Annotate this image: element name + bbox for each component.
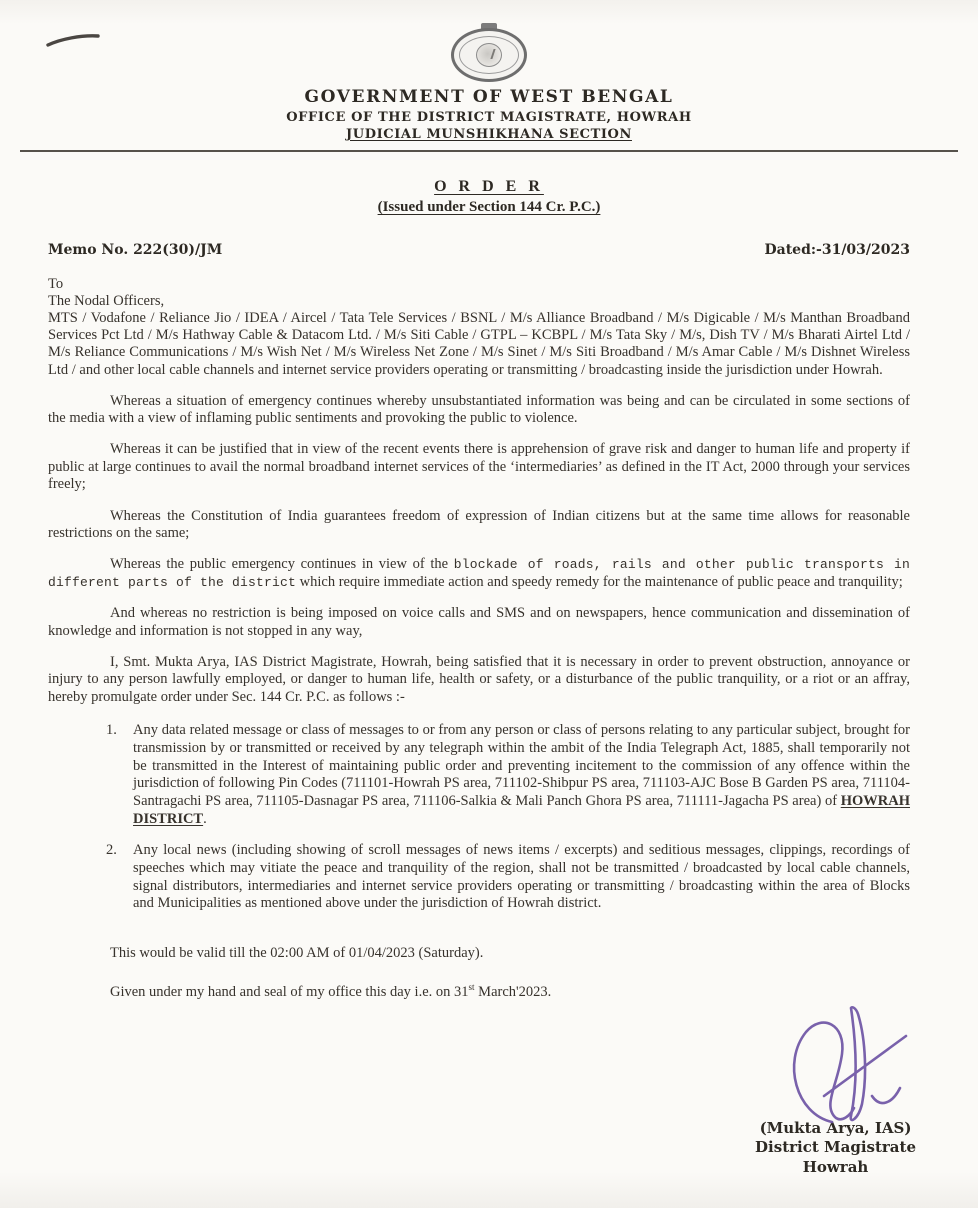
recipient: The Nodal Officers, xyxy=(48,293,165,310)
memo-row xyxy=(48,242,910,258)
memo-date: Dated:-31/03/2023 xyxy=(764,242,910,258)
directive-item-2 xyxy=(106,842,910,913)
directive-text: Any local news (including showing of scroll messages of news items / excerpts) and seditious messages, clippings, recordings of speeches which may vitiate the peace and tranquility of the region, shall not be transmitted / broadcasted by local cable channels, signal distributors, intermediaries and internet service providers operating or transmitting / broadcasting within the area of Blocks and Municipalities as mentioned above under the jurisdiction of Howrah district. xyxy=(133,842,910,912)
signatory-designation: District Magistrate xyxy=(755,1138,916,1157)
directive-item-1 xyxy=(106,722,910,828)
validity-line: This would be valid till the 02:00 AM of 01/04/2023 (Saturday). xyxy=(110,945,484,961)
directive-number: 2. xyxy=(106,842,117,859)
recital-paragraph-3: Whereas the Constitution of India guarantees freedom of expression of Indian citizens but at the same time allows for reasonable restrictions on the same; xyxy=(48,507,910,541)
addressee-block xyxy=(48,276,910,379)
signature-block xyxy=(755,1119,916,1178)
government-name: GOVERNMENT OF WEST BENGAL xyxy=(304,87,674,107)
operator-list: MTS / Vodafone / Reliance Jio / IDEA / Aircel / Tata Tele Services / BSNL / M/s Alliance Broadband / M/s Digicable / M/s Manthan Broadband Services Pct Ltd / M/s Hathway Cable & Datacom Ltd. / M/s Siti Cable / GTPL – KCBPL / M/s Tata Sky / M/s, Dish TV / M/s Bharati Airtel Ltd / M/s Reliance Communications / M/s Wish Net / M/s Wireless Net Zone / M/s Sinet / M/s Siti Broadband / M/s Amar Cable / M/s Dishnet Wireless Ltd / and other local cable channels and internet service providers operating or transmitting / broadcasting inside the jurisdiction under Howrah. xyxy=(48,310,910,378)
attestation-line: Given under my hand and seal of my office this day i.e. on 31st March'2023. xyxy=(110,982,552,1000)
office-name: OFFICE OF THE DISTRICT MAGISTRATE, HOWRAH xyxy=(286,110,692,125)
state-emblem-seal-icon xyxy=(449,26,529,84)
recital-paragraph-1: Whereas a situation of emergency continues whereby unsubstantiated information was being and can be circulated in some sections of the media with a view of inflaming public sentiments and provoking the public to violence. xyxy=(48,392,910,427)
recital-paragraph-2: Whereas it can be justified that in view of the recent events there is apprehension of grave risk and danger to human life and property if public at large continues to avail the normal broadband internet services of the ‘intermediaries’ as defined in the IT Act, 2000 through your services freely; xyxy=(48,441,910,493)
pen-stroke-mark-icon xyxy=(45,30,103,50)
district-emphasis: HOWRAH DISTRICT xyxy=(133,792,910,827)
salutation: To xyxy=(48,276,64,292)
recital-4-lead: Whereas the public emergency continues in view of the xyxy=(110,556,454,573)
order-subtitle: (Issued under Section 144 Cr. P.C.) xyxy=(377,199,601,215)
memo-number: Memo No. 222(30)/JM xyxy=(48,242,223,258)
directive-text: Any data related message or class of messages to or from any person or class of persons relating to any particular subject, brought for transmission by or transmitted or received by any telegraph within the ambit of the India Telegraph Act, 1885, shall temporarily not be transmitted in the Interest of maintaining public order and preventing incitement to the commission of any offence within the jurisdiction of following Pin Codes (711101-Howrah PS area, 711102-Shibpur PS area, 711103-AJC Bose B Garden PS area, 711104-Santragachi PS area, 711105-Dasnagar PS area, 711106-Salkia & Mali Panch Ghora PS area, 711111-Jagacha PS area) of HOWRAH DISTRICT. xyxy=(133,722,910,827)
signatory-name: (Mukta Arya, IAS) xyxy=(759,1118,912,1137)
recital-4-typewriter-segment: blockade of roads, rails and other public transports in different parts of the district xyxy=(48,557,911,590)
recital-paragraph-4 xyxy=(48,556,910,591)
directive-number: 1. xyxy=(106,722,117,739)
signatory-station: Howrah xyxy=(802,1158,869,1177)
directives-list xyxy=(106,722,910,913)
order-title: O R D E R xyxy=(434,178,544,195)
recital-paragraph-5: And whereas no restriction is being imposed on voice calls and SMS and on newspapers, hence communication and dissemination of knowledge and information is not stopped in any way, xyxy=(48,605,910,639)
promulgation-paragraph: I, Smt. Mukta Arya, IAS District Magistrate, Howrah, being satisfied that it is necessary in order to prevent obstruction, annoyance or injury to any person lawfully employed, or danger to human life, health or safety, or a disturbance of the public tranquility, or a riot or an affray, hereby promulgate order under Sec. 144 Cr. P.C. as follows :- xyxy=(48,653,910,705)
handwritten-signature-icon xyxy=(754,1000,922,1132)
ordinal-suffix: st xyxy=(468,982,475,992)
letterhead-divider xyxy=(20,150,958,152)
letterhead xyxy=(0,0,978,142)
recital-4-tail: which require immediate action and speedy remedy for the maintenance of public peace and tranquility; xyxy=(296,573,903,590)
section-name: JUDICIAL MUNSHIKHANA SECTION xyxy=(346,127,632,142)
